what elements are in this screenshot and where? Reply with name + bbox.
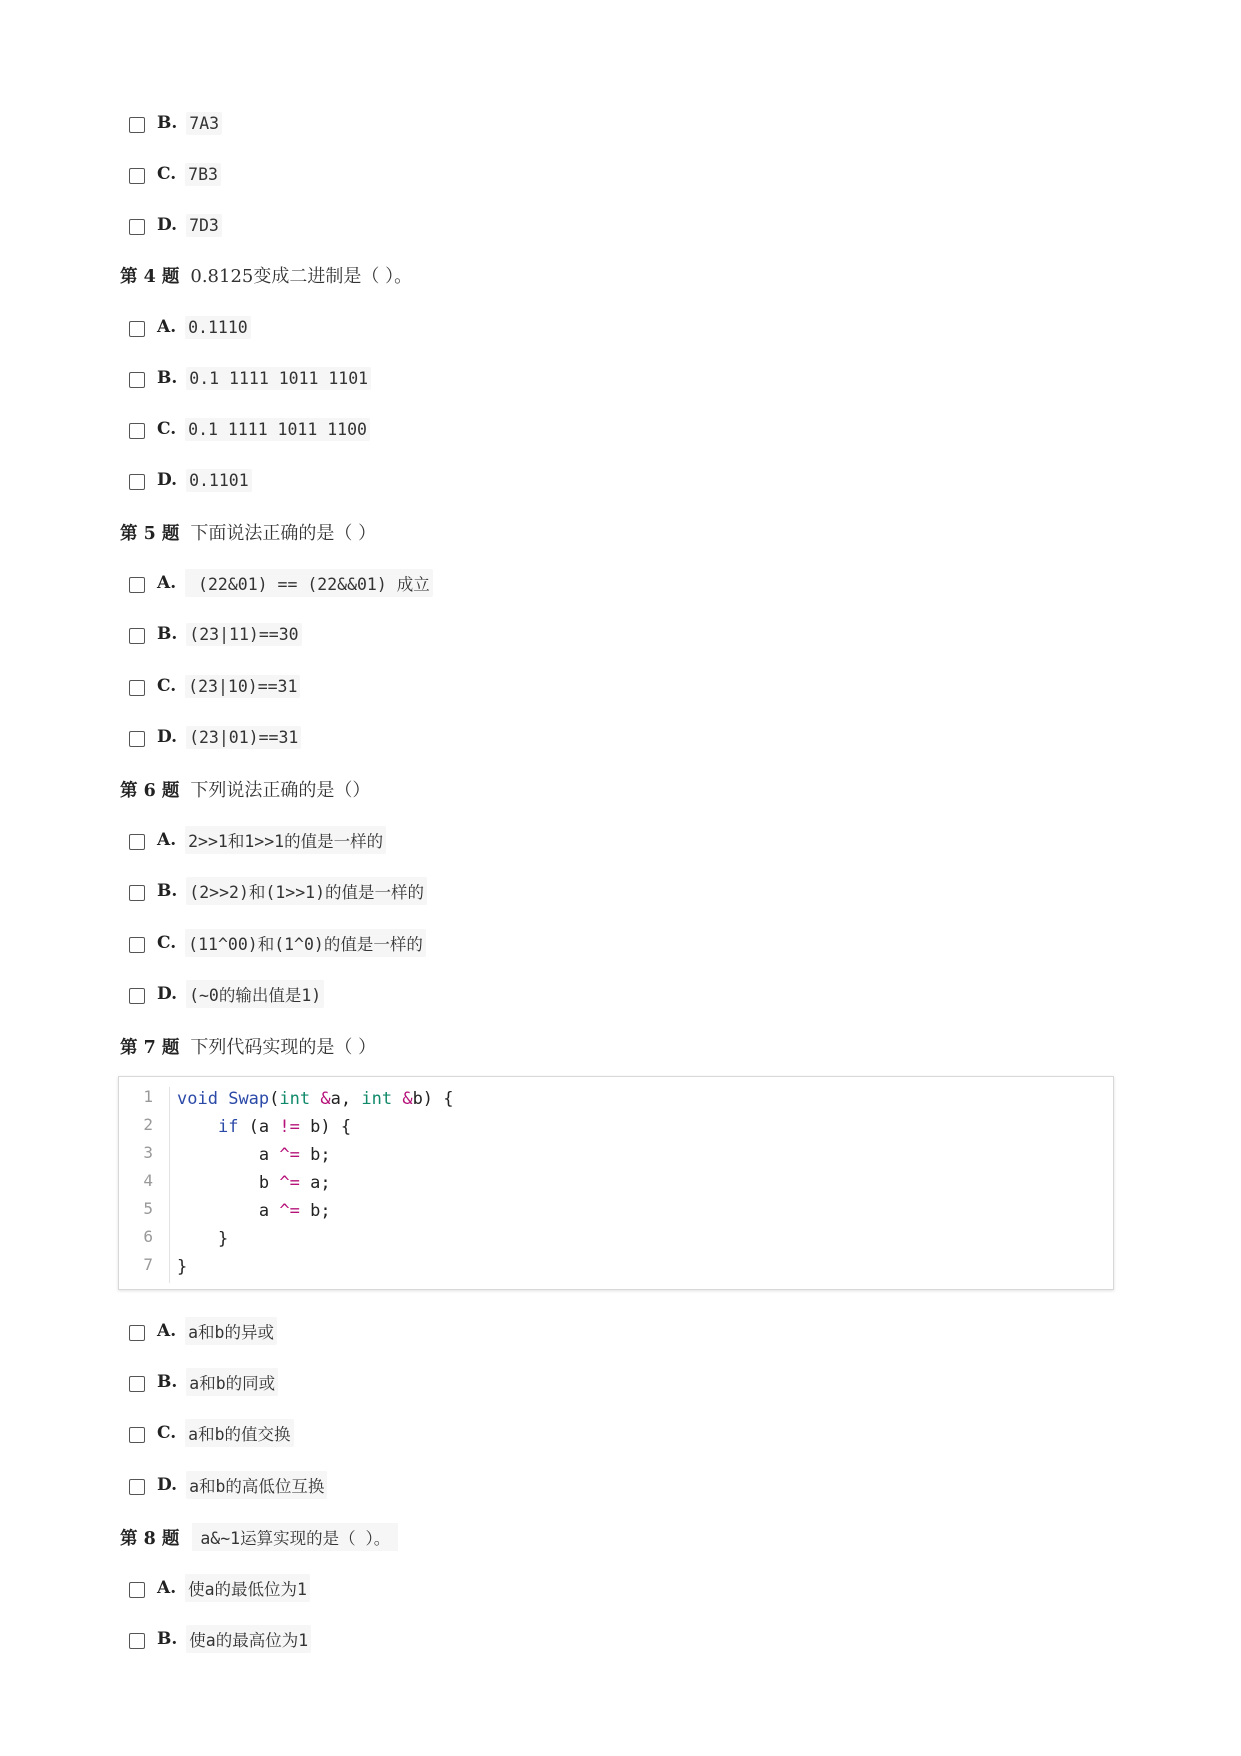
option-letter: B .	[157, 113, 177, 133]
question-5-header	[120, 517, 376, 547]
type: int	[361, 1089, 393, 1109]
q5-option-d[interactable]	[129, 722, 301, 752]
q7-option-d[interactable]	[129, 1470, 327, 1500]
option-letter: C .	[157, 676, 176, 696]
question-7-header	[120, 1031, 376, 1061]
option-text: 使a的最高位为1	[186, 1625, 311, 1653]
option-letter: A .	[157, 1321, 176, 1341]
checkbox[interactable]	[129, 321, 145, 337]
checkbox[interactable]	[129, 1479, 145, 1495]
option-text: (2>>2)和(1>>1)的值是一样的	[186, 877, 427, 905]
code-text: }	[217, 1229, 229, 1249]
checkbox[interactable]	[129, 577, 145, 593]
checkbox[interactable]	[129, 372, 145, 388]
q7-option-a[interactable]	[129, 1316, 277, 1346]
question-text: 下列说法正确的是（）	[190, 780, 371, 801]
option-letter: A .	[157, 573, 176, 593]
option-text: a和b的异或	[185, 1317, 277, 1345]
question-text: 下列代码实现的是（ ）	[190, 1037, 377, 1058]
line-number: 1	[143, 1087, 153, 1106]
option-text: 0.1 1111 1011 1100	[185, 418, 370, 441]
option-text: 2>>1和1>>1的值是一样的	[185, 826, 386, 854]
question-number: 第 4 题	[120, 266, 180, 287]
checkbox[interactable]	[129, 474, 145, 490]
q6-option-b[interactable]	[129, 876, 427, 906]
option-text: 0.1101	[186, 469, 252, 492]
line-number: 3	[143, 1143, 153, 1162]
q6-option-d[interactable]	[129, 979, 324, 1009]
q5-option-b[interactable]	[129, 619, 302, 649]
code-text: a;	[299, 1173, 331, 1193]
option-letter: D .	[157, 984, 177, 1004]
checkbox[interactable]	[129, 219, 145, 235]
code-text: }	[177, 1257, 188, 1277]
question-text: a&~1运算实现的是（ ）。	[192, 1523, 398, 1551]
option-text: a和b的高低位互换	[186, 1471, 327, 1499]
question-number: 第 8 题	[120, 1528, 180, 1549]
keyword: if	[217, 1117, 239, 1137]
option-letter: C .	[157, 419, 176, 439]
q4-option-d[interactable]	[129, 465, 252, 495]
code-text: b;	[299, 1145, 331, 1165]
line-number: 6	[143, 1227, 153, 1246]
question-text: 0.8125变成二进制是（ ）。	[190, 266, 413, 287]
q6-option-a[interactable]	[129, 825, 386, 855]
option-letter: B .	[157, 1372, 177, 1392]
option-text: (23|01)==31	[186, 726, 301, 749]
option-text: 7D3	[186, 214, 222, 237]
option-text: (22&01) == (22&&01) 成立	[185, 569, 433, 597]
code-text: b) {	[412, 1089, 454, 1109]
option-letter: A .	[157, 317, 176, 337]
question-8-header	[120, 1522, 398, 1552]
code-line-4	[177, 1173, 331, 1193]
code-block	[118, 1076, 1114, 1290]
option-letter: B .	[157, 881, 177, 901]
q3-option-b[interactable]	[129, 108, 222, 138]
code-text: a	[258, 1145, 280, 1165]
option-text: (23|11)==30	[186, 623, 301, 646]
line-number: 2	[143, 1115, 153, 1134]
line-number: 7	[143, 1255, 153, 1274]
operator: ^=	[279, 1173, 300, 1193]
code-line-5	[177, 1201, 331, 1221]
question-4-header	[120, 260, 412, 290]
code-text: b;	[299, 1201, 331, 1221]
option-text: 0.1110	[185, 316, 251, 339]
line-number: 5	[143, 1199, 153, 1218]
checkbox[interactable]	[129, 834, 145, 850]
question-number: 第 6 题	[120, 780, 180, 801]
checkbox[interactable]	[129, 1633, 145, 1649]
line-number: 4	[143, 1171, 153, 1190]
checkbox[interactable]	[129, 628, 145, 644]
type: int	[279, 1089, 311, 1109]
option-letter: C .	[157, 933, 176, 953]
q4-option-a[interactable]	[129, 312, 251, 342]
operator: &	[402, 1089, 413, 1109]
code-line-6	[177, 1229, 228, 1249]
question-number: 第 7 题	[120, 1037, 180, 1058]
keyword: void	[177, 1089, 218, 1109]
code-text: a	[258, 1201, 280, 1221]
question-text: 下面说法正确的是（ ）	[190, 523, 377, 544]
option-text: a和b的同或	[186, 1368, 278, 1396]
option-letter: B .	[157, 368, 177, 388]
function-name: Swap	[228, 1089, 270, 1109]
operator: !=	[279, 1117, 300, 1137]
code-text: b	[258, 1173, 280, 1193]
option-letter: A .	[157, 830, 176, 850]
question-6-header	[120, 774, 370, 804]
option-letter: B .	[157, 1629, 177, 1649]
code-text: (a	[238, 1117, 280, 1137]
option-letter: D .	[157, 470, 177, 490]
code-line-2	[177, 1117, 351, 1137]
code-line-1	[177, 1089, 454, 1109]
q3-option-d[interactable]	[129, 210, 222, 240]
checkbox[interactable]	[129, 1427, 145, 1443]
option-letter: D .	[157, 1475, 177, 1495]
checkbox[interactable]	[129, 937, 145, 953]
option-letter: A .	[157, 1578, 176, 1598]
option-letter: C .	[157, 164, 176, 184]
option-text: a和b的值交换	[185, 1419, 293, 1447]
checkbox[interactable]	[129, 117, 145, 133]
question-number: 第 5 题	[120, 523, 180, 544]
checkbox[interactable]	[129, 885, 145, 901]
q4-option-c[interactable]	[129, 414, 370, 444]
q6-option-c[interactable]	[129, 928, 426, 958]
operator: ^=	[279, 1145, 300, 1165]
option-text: 0.1 1111 1011 1101	[186, 367, 371, 390]
option-text: (11^00)和(1^0)的值是一样的	[185, 929, 426, 957]
option-text: 7A3	[186, 112, 222, 135]
option-text: 7B3	[185, 163, 221, 186]
code-line-3	[177, 1145, 331, 1165]
option-letter: B .	[157, 624, 177, 644]
checkbox[interactable]	[129, 988, 145, 1004]
checkbox[interactable]	[129, 1582, 145, 1598]
option-text: (~0的输出值是1)	[186, 980, 324, 1008]
code-line-7	[177, 1257, 187, 1277]
checkbox[interactable]	[129, 1325, 145, 1341]
operator: &	[320, 1089, 331, 1109]
code-text: b) {	[299, 1117, 352, 1137]
q5-option-a[interactable]	[129, 568, 433, 598]
q4-option-b[interactable]	[129, 363, 371, 393]
option-letter: D .	[157, 215, 177, 235]
checkbox[interactable]	[129, 1376, 145, 1392]
q8-option-b[interactable]	[129, 1624, 311, 1654]
option-text: (23|10)==31	[185, 675, 300, 698]
option-letter: C .	[157, 1423, 176, 1443]
q7-option-c[interactable]	[129, 1418, 294, 1448]
checkbox[interactable]	[129, 168, 145, 184]
option-text: 使a的最低位为1	[185, 1574, 310, 1602]
operator: ^=	[279, 1201, 300, 1221]
q7-option-b[interactable]	[129, 1367, 278, 1397]
q8-option-a[interactable]	[129, 1573, 310, 1603]
q3-option-c[interactable]	[129, 159, 221, 189]
checkbox[interactable]	[129, 680, 145, 696]
q5-option-c[interactable]	[129, 671, 300, 701]
checkbox[interactable]	[129, 731, 145, 747]
line-number-gutter	[119, 1087, 170, 1283]
option-letter: D .	[157, 727, 177, 747]
checkbox[interactable]	[129, 423, 145, 439]
code-text: (	[269, 1089, 280, 1109]
code-text: a,	[330, 1089, 362, 1109]
